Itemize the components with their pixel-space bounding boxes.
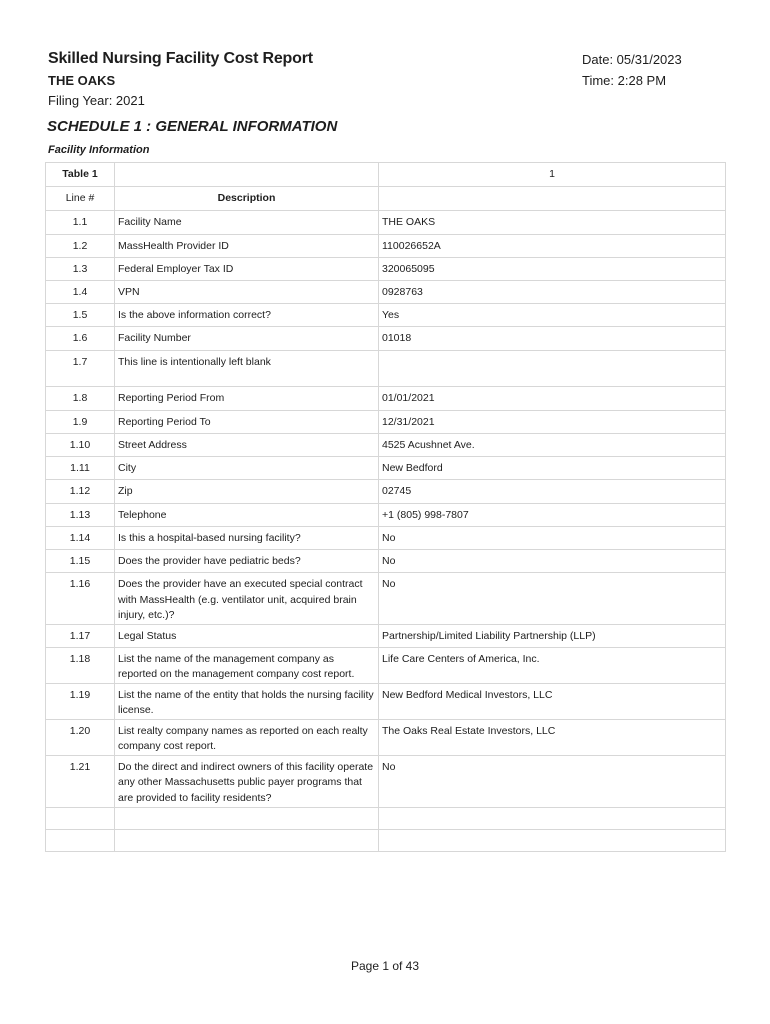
page-number: Page 1 of 43 [350,959,420,973]
table-row [46,504,726,527]
description-header: Description [115,187,379,211]
description-cell: VPN [115,281,379,304]
line-number-cell: 1.2 [46,235,115,258]
description-cell: Zip [115,480,379,504]
value-cell: 12/31/2021 [379,411,726,434]
table-row [46,647,726,683]
schedule-title: SCHEDULE 1 : GENERAL INFORMATION [47,118,338,135]
line-number-cell: 1.15 [46,550,115,573]
line-number-cell: 1.18 [46,647,115,683]
table-row [46,573,726,625]
line-number-cell: 1.13 [46,504,115,527]
description-cell: Federal Employer Tax ID [115,258,379,281]
table-row [46,258,726,281]
line-number-cell: 1.8 [46,387,115,411]
line-number-cell: 1.12 [46,480,115,504]
value-cell: New Bedford Medical Investors, LLC [379,683,726,719]
value-cell: 01/01/2021 [379,387,726,411]
description-cell: Facility Name [115,211,379,235]
value-cell: No [379,550,726,573]
table-row [46,550,726,573]
description-cell: Facility Number [115,327,379,351]
table-row [46,387,726,411]
line-number-cell: 1.10 [46,434,115,457]
report-title: Skilled Nursing Facility Cost Report [48,50,313,67]
line-number-cell: 1.6 [46,327,115,351]
table-label-row [46,163,726,187]
description-cell [115,829,379,851]
table-row [46,457,726,480]
line-number-cell: 1.11 [46,457,115,480]
value-cell: 4525 Acushnet Ave. [379,434,726,457]
value-cell: 0928763 [379,281,726,304]
value-cell: THE OAKS [379,211,726,235]
line-number-cell: 1.5 [46,304,115,327]
value-cell: No [379,527,726,550]
line-number-cell [46,829,115,851]
table-row [46,211,726,235]
table-row [46,829,726,851]
value-cell: 110026652A [379,235,726,258]
description-cell: Street Address [115,434,379,457]
table-label: Table 1 [46,163,115,187]
line-number-cell [46,807,115,829]
line-number-cell: 1.9 [46,411,115,434]
value-cell: Partnership/Limited Liability Partnership (LLP) [379,624,726,647]
description-cell: Reporting Period To [115,411,379,434]
value-cell: Yes [379,304,726,327]
line-number-cell: 1.16 [46,573,115,625]
line-number-cell: 1.1 [46,211,115,235]
description-cell: City [115,457,379,480]
value-cell: The Oaks Real Estate Investors, LLC [379,719,726,755]
table-row [46,411,726,434]
line-number-cell: 1.20 [46,719,115,755]
description-cell [115,807,379,829]
line-number-cell: 1.4 [46,281,115,304]
value-cell [379,351,726,387]
table-row [46,624,726,647]
value-cell: New Bedford [379,457,726,480]
description-cell: Do the direct and indirect owners of this facility operate any other Massachusetts public payer programs that are provided to facility residents? [115,755,379,807]
line-number-header: Line # [46,187,115,211]
value-cell: +1 (805) 998-7807 [379,504,726,527]
value-cell: Life Care Centers of America, Inc. [379,647,726,683]
description-cell: Is this a hospital-based nursing facility? [115,527,379,550]
description-cell: Reporting Period From [115,387,379,411]
facility-name: THE OAKS [48,73,116,88]
table-row [46,235,726,258]
description-cell: List the name of the entity that holds the nursing facility license. [115,683,379,719]
value-header [379,187,726,211]
description-cell: List the name of the management company as reported on the management company cost report. [115,647,379,683]
report-time: Time: 2:28 PM [582,73,667,88]
table-row [46,683,726,719]
table-row [46,434,726,457]
table-row [46,327,726,351]
line-number-cell: 1.3 [46,258,115,281]
description-cell: This line is intentionally left blank [115,351,379,387]
value-cell: No [379,755,726,807]
line-number-cell: 1.17 [46,624,115,647]
line-number-cell: 1.21 [46,755,115,807]
section-title: Facility Information [48,144,150,156]
table-header-row [46,187,726,211]
table-row [46,719,726,755]
line-number-cell: 1.7 [46,351,115,387]
description-cell: Does the provider have pediatric beds? [115,550,379,573]
description-cell: MassHealth Provider ID [115,235,379,258]
value-cell: No [379,573,726,625]
table-row [46,281,726,304]
general-information-table [45,162,726,852]
table-row [46,351,726,387]
description-cell: Telephone [115,504,379,527]
value-cell: 02745 [379,480,726,504]
table-row [46,755,726,807]
filing-year: Filing Year: 2021 [48,93,145,108]
value-cell: 01018 [379,327,726,351]
table-label-spacer [115,163,379,187]
description-cell: Legal Status [115,624,379,647]
table-row [46,807,726,829]
description-cell: Is the above information correct? [115,304,379,327]
line-number-cell: 1.19 [46,683,115,719]
value-cell [379,807,726,829]
description-cell: Does the provider have an executed special contract with MassHealth (e.g. ventilator unit, acquired brain injury, etc.)? [115,573,379,625]
column-number: 1 [379,163,726,187]
table-row [46,527,726,550]
table-row [46,304,726,327]
report-date: Date: 05/31/2023 [582,52,682,67]
value-cell: 320065095 [379,258,726,281]
line-number-cell: 1.14 [46,527,115,550]
value-cell [379,829,726,851]
description-cell: List realty company names as reported on each realty company cost report. [115,719,379,755]
table-row [46,480,726,504]
